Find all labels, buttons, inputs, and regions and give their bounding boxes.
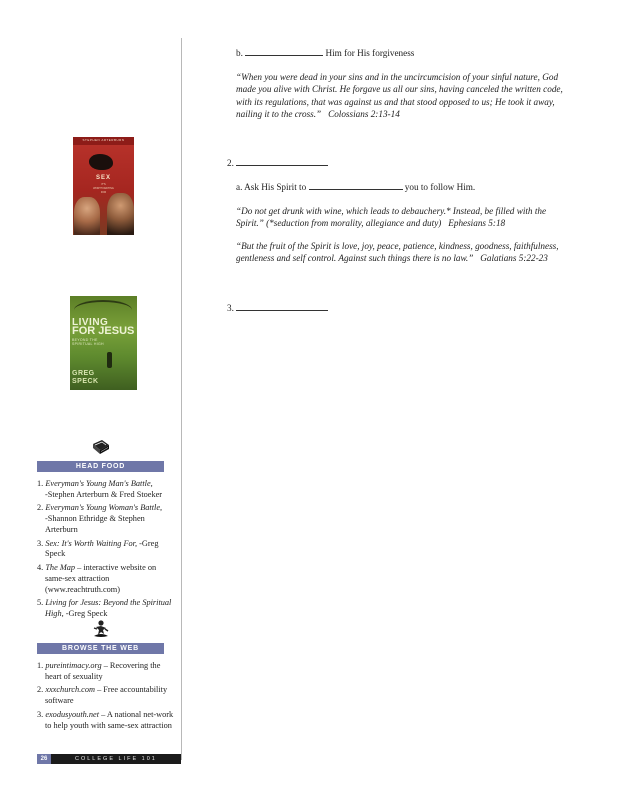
item-2: 2.	[227, 156, 427, 169]
book-cover-living-for-jesus	[70, 296, 137, 390]
book2-title-line2: FOR JESUS	[72, 325, 135, 337]
quote-galatians: “But the fruit of the Spirit is love, joy, peace, patience, kindness, goodness, faithfulness, gentleness and self control. Against such things there is no law.” Galatians 5:22-23	[236, 241, 559, 264]
head-food-header: HEAD FOOD	[37, 461, 164, 472]
footer-label: COLLEGE LIFE 101	[75, 756, 157, 762]
book-cover-sex-worth-waiting	[73, 137, 134, 235]
book1-title: SEX	[95, 175, 111, 181]
book2-author-line1: GREG	[72, 370, 95, 377]
answer-blank-b	[245, 46, 323, 56]
book2-subtitle: BEYOND THE SPIRITUAL HIGH	[72, 338, 104, 346]
answer-blank-2	[236, 156, 328, 166]
answer-blank-a	[309, 180, 403, 190]
list-item: 3. exodusyouth.net – A national net-work to help youth with same-sex attraction	[37, 709, 174, 730]
list-item: 3. Sex: It's Worth Waiting For, -Greg Speck	[37, 538, 159, 559]
browse-web-list	[37, 661, 177, 734]
book2-title-line1: LIVING	[72, 317, 109, 328]
list-item: 4. The Map – interactive website on same-sex attraction (www.reachtruth.com)	[37, 562, 157, 594]
book2-author-line2: SPECK	[72, 378, 99, 385]
list-item: 5. Living for Jesus: Beyond the Spiritual High, -Greg Speck	[37, 598, 172, 618]
answer-blank-3	[236, 301, 328, 311]
quote-ephesians: “Do not get drunk with wine, which leads to debauchery.* Instead, be filled with the Spirit.” (*seduction from morality, allegiance and duty) Ephesians 5:18	[236, 206, 547, 229]
list-item: 2. Everyman's Young Woman's Battle, -Shannon Ethridge & Stephen Arterburn	[37, 503, 163, 534]
list-item: 2. xxxchurch.com – Free accountability software	[37, 685, 168, 706]
book1-author: STEPHEN ARTERBURN	[82, 138, 125, 142]
item-a: a. Ask His Spirit to you to follow Him.	[236, 182, 476, 192]
list-item: 1. Everyman's Young Man's Battle, -Stephen Arterburn & Fred Stoeker	[37, 479, 163, 499]
surfer-icon	[91, 619, 111, 639]
book1-subtitle: IT'S WORTH WAITING FOR	[93, 183, 114, 194]
book-icon	[91, 437, 111, 457]
page-number: 26	[37, 754, 51, 764]
list-item: 1. pureintimacy.org – Recovering the heart of sexuality	[37, 661, 161, 681]
quote-colossians: “When you were dead in your sins and in the uncircumcision of your sinful nature, God made you alive with Christ. He forgave us all our sins, having canceled the written code, with its regulations, that was against us and that stood opposed to us; He took it away, nailing it to the cross.” Colossians 2:13-14	[236, 72, 563, 119]
head-food-list	[37, 479, 177, 623]
browse-web-header: BROWSE THE WEB	[37, 643, 164, 654]
item-b: b. Him for His forgiveness	[236, 48, 415, 58]
column-divider	[181, 38, 182, 760]
item-3: 3.	[227, 301, 427, 314]
